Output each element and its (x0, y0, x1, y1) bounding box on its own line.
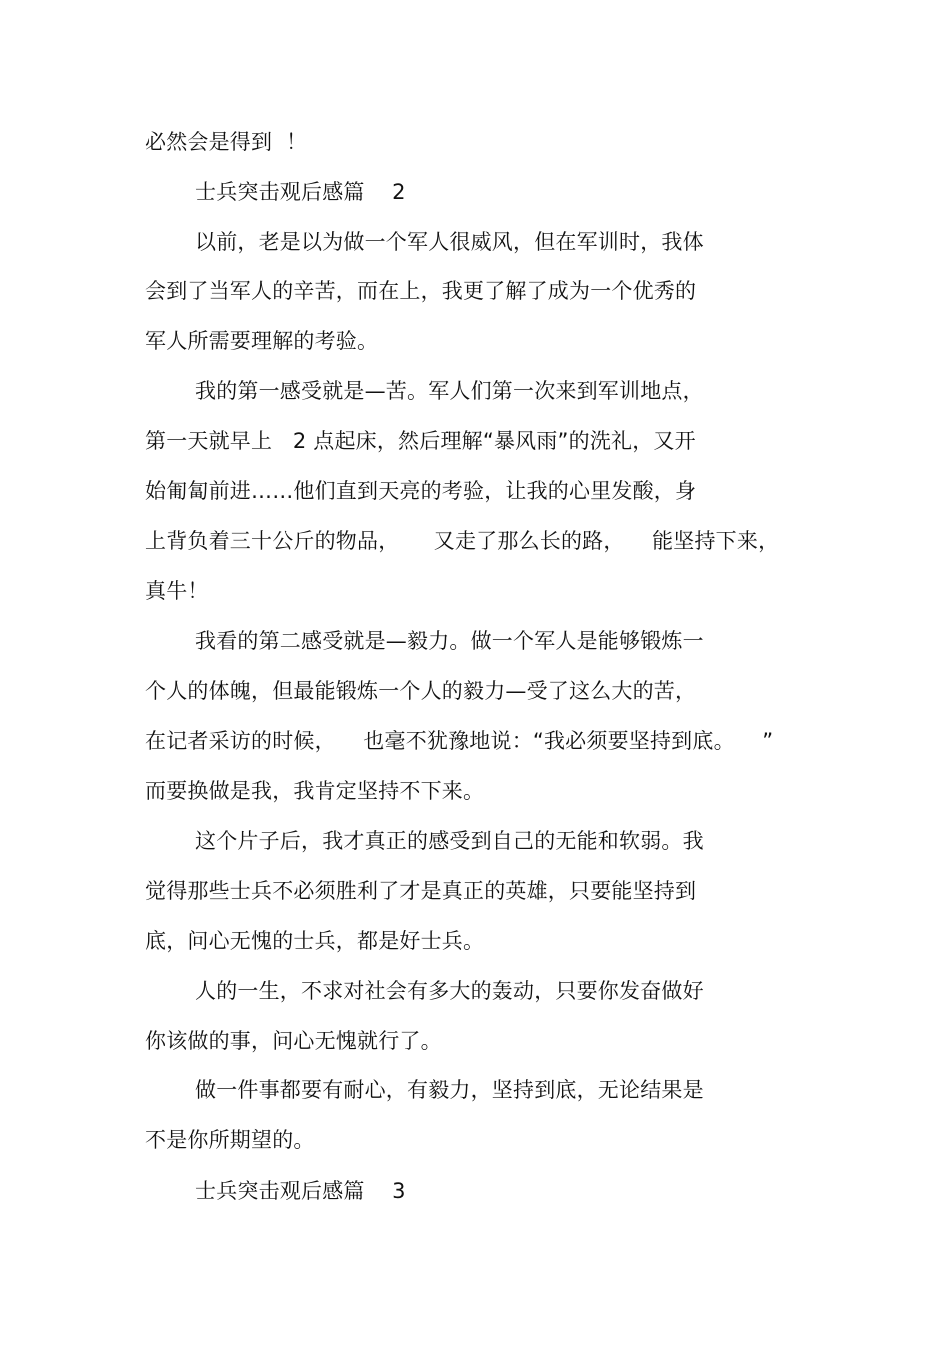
text-line-8: 始匍匐前进……他们直到天亮的考验，让我的心里发酸，身 (145, 479, 697, 503)
text-line-1: 必然会是得到 ！ (145, 130, 308, 154)
text-line-5: 军人所需要理解的考验。 (145, 329, 379, 353)
section-heading-2: 士兵突击观后感篇 2 (195, 180, 406, 204)
text-line-12: 个人的体魄，但最能锻炼一个人的毅力—受了这么大的苦， (145, 679, 697, 703)
text-line-11: 我看的第二感受就是—毅力。做一个军人是能够锻炼一 (195, 629, 704, 653)
text-line-13: 在记者采访的时候， 也毫不犹豫地说：“我必须要坚持到底。 ” (145, 729, 774, 753)
text-line-14: 而要换做是我，我肯定坚持不下来。 (145, 779, 485, 803)
text-line-10: 真牛！ (145, 579, 209, 603)
text-line-7: 第一天就早上 2 点起床，然后理解“暴风雨”的洗礼，又开 (145, 429, 696, 453)
text-line-6: 我的第一感受就是—苦。军人们第一次来到军训地点， (195, 379, 704, 403)
text-line-4: 会到了当军人的辛苦，而在上，我更了解了成为一个优秀的 (145, 279, 697, 303)
text-line-19: 你该做的事，问心无愧就行了。 (145, 1029, 442, 1053)
text-line-21: 不是你所期望的。 (145, 1128, 315, 1152)
section-heading-3: 士兵突击观后感篇 3 (195, 1179, 406, 1203)
text-line-3: 以前，老是以为做一个军人很威风，但在军训时，我体 (195, 230, 704, 254)
text-line-20: 做一件事都要有耐心，有毅力，坚持到底，无论结果是 (195, 1078, 704, 1102)
text-line-16: 觉得那些士兵不必须胜利了才是真正的英雄，只要能坚持到 (145, 879, 697, 903)
text-line-18: 人的一生，不求对社会有多大的轰动，只要你发奋做好 (195, 979, 704, 1003)
text-line-17: 底，问心无愧的士兵，都是好士兵。 (145, 929, 485, 953)
text-line-9: 上背负着三十公斤的物品， 又走了那么长的路， 能坚持下来， (145, 529, 780, 553)
text-line-15: 这个片子后，我才真正的感受到自己的无能和软弱。我 (195, 829, 704, 853)
